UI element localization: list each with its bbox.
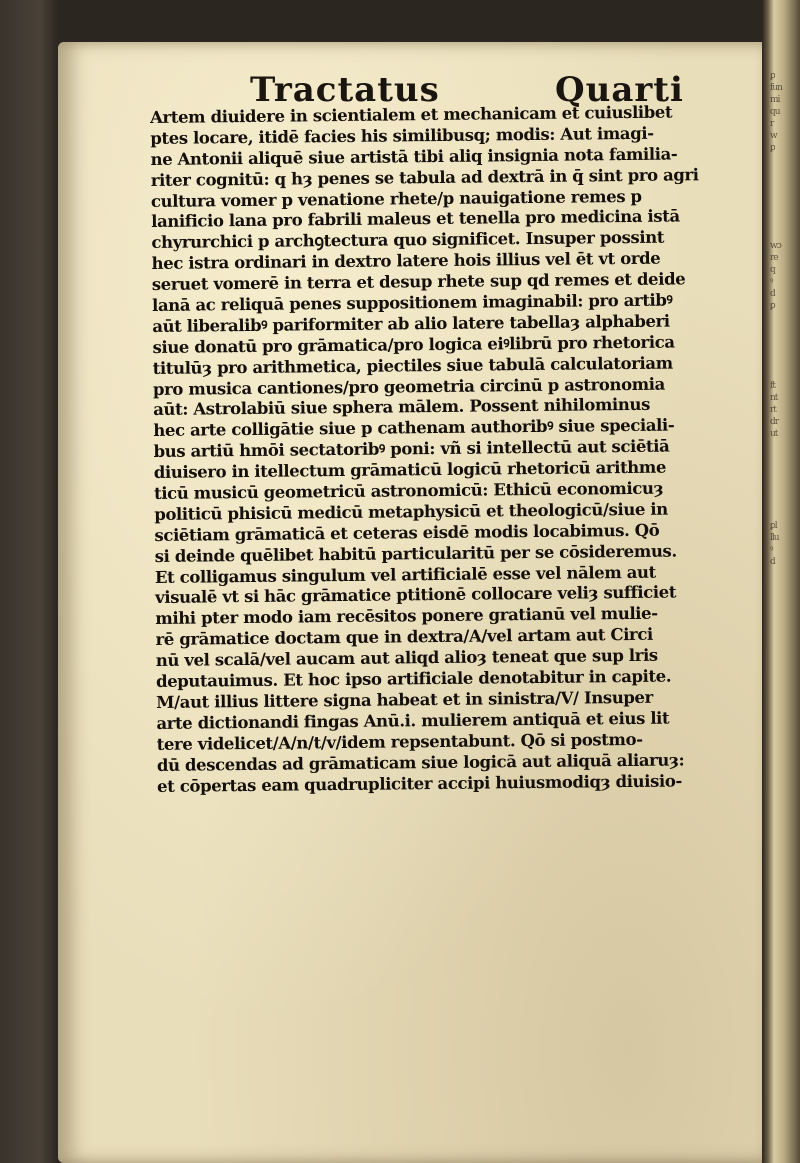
text-line: seruet vomerē in terra et desup rhete sup qd remes et deide bbox=[151, 269, 686, 295]
text-line: lanificio lana pro fabrili maleus et tenella pro medicina istā bbox=[151, 206, 680, 232]
body-text bbox=[150, 102, 727, 797]
text-line: Artem diuidere in scientialem et mechanicam et cuiuslibet bbox=[150, 102, 673, 127]
text-line: rē grāmatice doctam que in dextra/A/vel artam aut Circi bbox=[155, 625, 653, 650]
text-line: siue donatū pro grāmatica/pro logica eiꝰlibrū pro rhetorica bbox=[152, 332, 675, 357]
text-line: dū descendas ad grāmaticam siue logicā aut aliquā aliaruȝ: bbox=[156, 750, 685, 775]
text-line: politicū phisicū medicū metaphysicū et theologicū/siue in bbox=[154, 499, 668, 524]
text-line: deputauimus. Et hoc ipso artificiale denotabitur in capite. bbox=[155, 666, 672, 692]
text-line: lanā ac reliquā penes suppositionem imaginabil: pro artibꝰ bbox=[151, 290, 673, 316]
facing-page-fragment: wɔ re q ꝰ d ꝑ bbox=[770, 241, 781, 311]
text-line: chyrurchici p archꝯtectura quo significet. Insuper possint bbox=[151, 227, 665, 253]
facing-page-edge bbox=[762, 0, 800, 1163]
text-line: titulūȝ pro arithmetica, piectiles siue tabulā calculatoriam bbox=[152, 353, 673, 378]
running-head-left: Tractatus bbox=[250, 70, 440, 110]
text-line: hec istra ordinari in dextro latere hois illius vel ēt vt orde bbox=[151, 248, 661, 274]
running-head-right: Quarti bbox=[555, 70, 684, 110]
text-line: Et colligamus singulum vel artificialē esse vel nālem aut bbox=[154, 562, 656, 587]
facing-page-fragment: ft nt rt dr ut bbox=[770, 381, 779, 439]
text-line: et cōpertas eam quadrupliciter accipi huiusmodiqȝ diuisio- bbox=[157, 770, 682, 796]
text-line: sciētiam grāmaticā et ceteras eisdē modis locabimus. Qō bbox=[154, 520, 660, 545]
text-line: cultura vomer p venatione rhete/p nauigatione remes p bbox=[150, 186, 642, 211]
text-line: si deinde quēlibet habitū particularitū per se cōsideremus. bbox=[154, 541, 677, 566]
text-line: hec arte colligātie siue p cathenam authoribꝰ siue speciali- bbox=[153, 415, 675, 441]
text-line: M/aut illius littere signa habeat et in sinistra/V/ Insuper bbox=[156, 687, 653, 712]
text-line: tere videlicet/A/n/t/v/idem repsentabunt. Qō si postmo- bbox=[156, 729, 643, 754]
text-line: pro musica cantiones/pro geometria circinū p astronomia bbox=[152, 374, 665, 399]
facing-page-fragment: ꝑ fun mi qu r w ꝑ bbox=[770, 71, 782, 153]
text-line: riter cognitū: q hȝ penes se tabula ad dextrā in q̄ sint pro agri bbox=[150, 164, 699, 190]
text-line: ne Antonii aliquē siue artistā tibi aliq insignia nota familia- bbox=[150, 144, 678, 169]
text-line: ptes locare, itidē facies his similibusq; modis: Aut imagi- bbox=[150, 123, 654, 148]
text-line: bus artiū hmōi sectatoribꝰ poni: vñ si intellectū aut sciētiā bbox=[153, 436, 670, 462]
text-line: arte dictionandi fingas Anū.i. mulierem antiquā et eius lit bbox=[156, 708, 670, 733]
facing-page-fragment: ꝑl llu ꝰ d bbox=[770, 521, 779, 567]
text-line: diuisero in itellectum grāmaticū logicū rhetoricū arithme bbox=[153, 457, 667, 483]
text-line: nū vel scalā/vel aucam aut aliqd alioȝ teneat que sup lris bbox=[155, 645, 658, 671]
text-line: ticū musicū geometricū astronomicū: Ethicū economicuȝ bbox=[153, 478, 664, 504]
text-line: visualē vt si hāc grāmatice ptitionē collocare veliȝ sufficiet bbox=[155, 583, 677, 608]
text-line: mihi pter modo iam recēsitos ponere gratianū vel mulie- bbox=[155, 604, 658, 629]
text-line: aūt liberalibꝰ pariformiter ab alio latere tabellaȝ alphaberi bbox=[152, 311, 670, 336]
text-line: aūt: Astrolabiū siue sphera mālem. Possent nihilominus bbox=[153, 395, 651, 420]
